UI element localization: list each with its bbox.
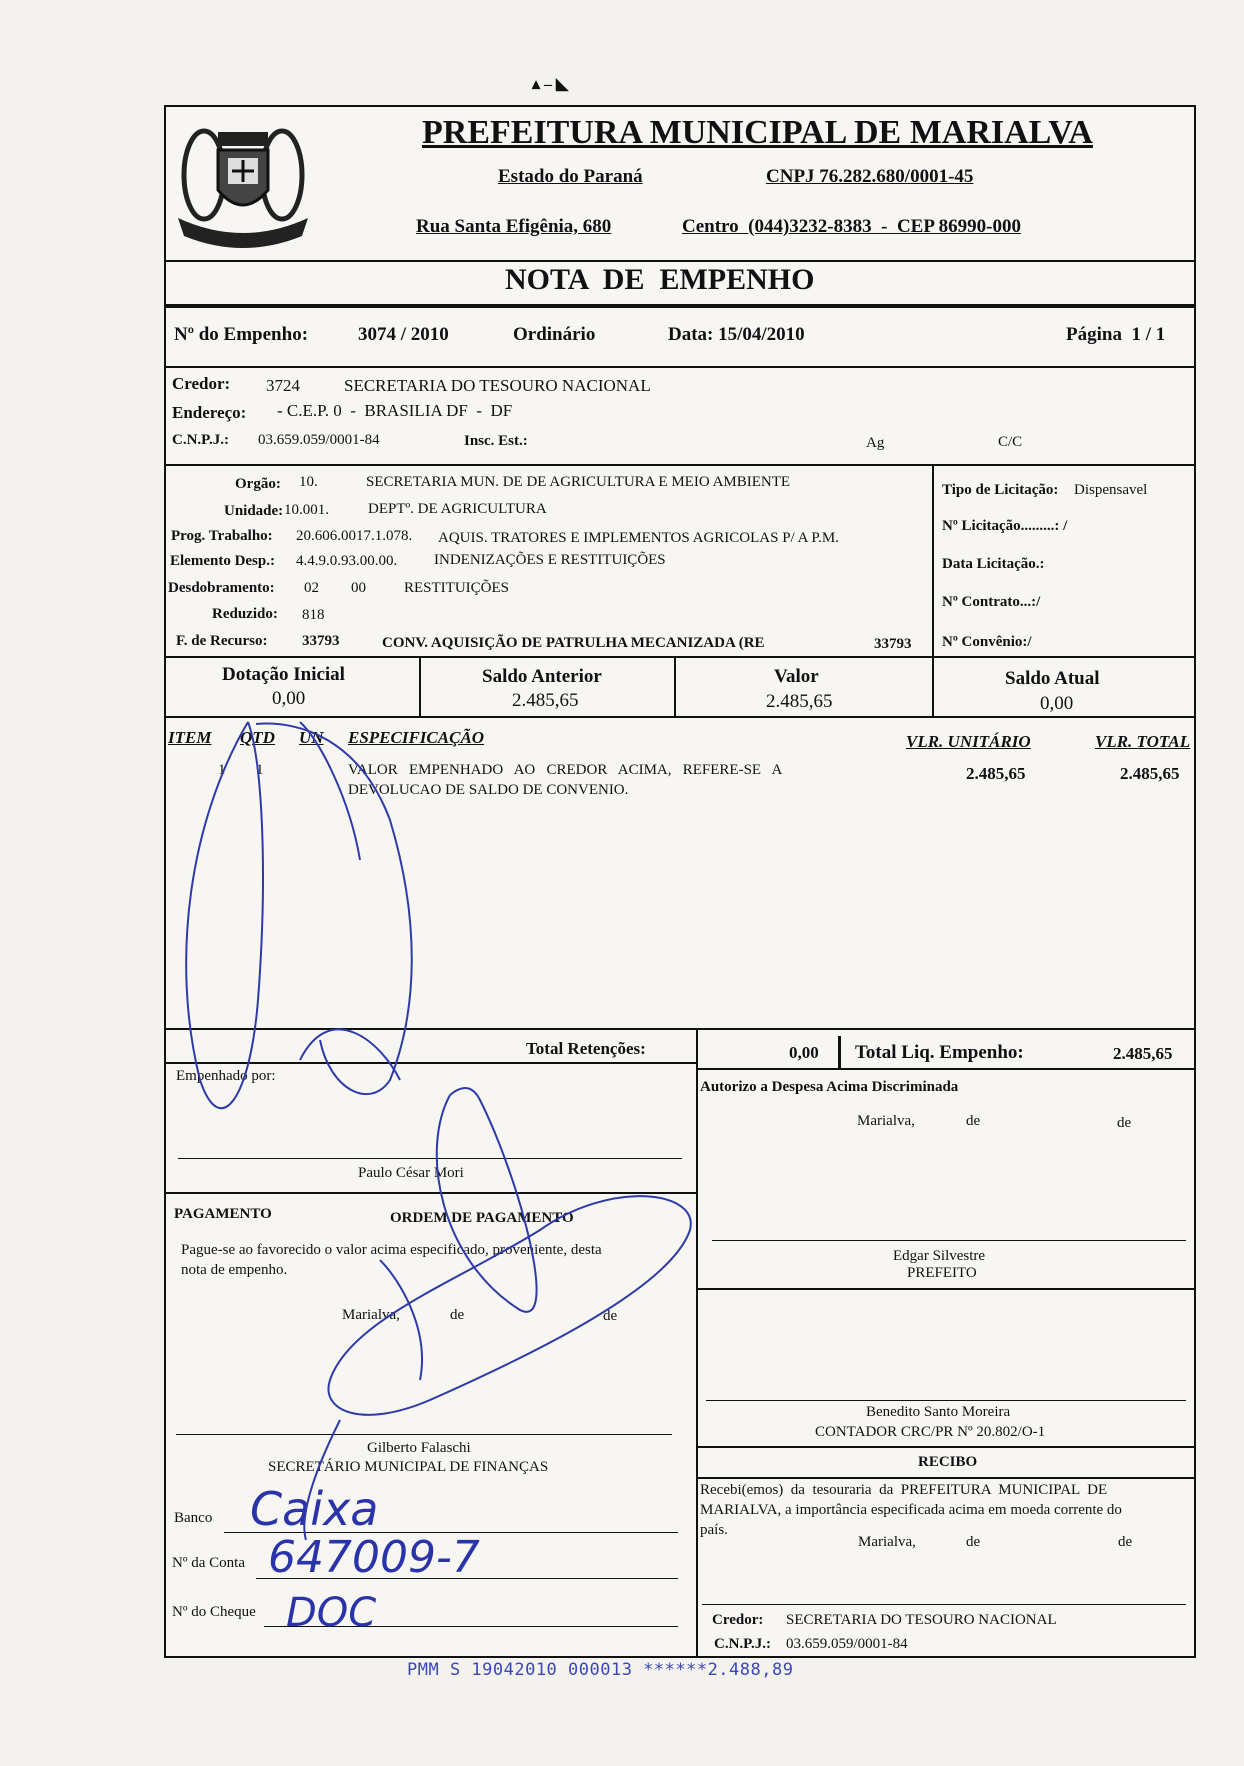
col-total-value: VLR. TOTAL bbox=[1095, 732, 1191, 751]
crest-mark: ▴ ‒ ◣ bbox=[532, 76, 569, 93]
item-unit-value: 2.485,65 bbox=[966, 764, 1026, 783]
recibo-credor: SECRETARIA DO TESOURO NACIONAL bbox=[786, 1612, 1057, 1628]
col-unit-value: VLR. UNITÁRIO bbox=[906, 732, 1031, 751]
signature-line bbox=[702, 1604, 1186, 1605]
retencoes-label: Total Retenções: bbox=[526, 1039, 646, 1058]
divider bbox=[419, 656, 421, 718]
state-label: Estado do Paraná bbox=[498, 166, 643, 187]
divider bbox=[164, 464, 1196, 466]
payment-stamp: PMM S 19042010 000013 ******2.488,89 bbox=[407, 1660, 794, 1680]
desdobramento-name: RESTITUIÇÕES bbox=[404, 580, 509, 596]
secretario-role: SECRETÁRIO MUNICIPAL DE FINANÇAS bbox=[268, 1459, 549, 1475]
address-label: Endereço: bbox=[172, 403, 247, 422]
empenho-type: Ordinário bbox=[513, 324, 596, 345]
divider bbox=[164, 1062, 696, 1064]
licitacao-type-label: Tipo de Licitação: bbox=[942, 482, 1059, 498]
pagamento-de-1: de bbox=[450, 1307, 465, 1323]
saldo-anterior-label: Saldo Anterior bbox=[482, 666, 602, 687]
saldo-atual-value: 0,00 bbox=[1040, 693, 1074, 714]
recibo-de-2: de bbox=[1118, 1534, 1133, 1550]
divider bbox=[932, 656, 934, 718]
coat-of-arms-icon bbox=[168, 110, 318, 260]
dotacao-label: Dotação Inicial bbox=[222, 664, 345, 685]
recibo-city: Marialva, bbox=[858, 1534, 916, 1550]
recurso-code: 33793 bbox=[302, 633, 340, 649]
prefeito-role: PREFEITO bbox=[907, 1265, 977, 1281]
dotacao-value: 0,00 bbox=[272, 688, 306, 709]
divider bbox=[674, 656, 676, 718]
item-spec-line-1: VALOR EMPENHADO AO CREDOR ACIMA, REFERE-SE A bbox=[348, 762, 783, 778]
credor-code: 3724 bbox=[266, 376, 300, 395]
divider bbox=[164, 260, 1196, 262]
unidade-code: 10.001. bbox=[284, 502, 329, 518]
divider bbox=[164, 1192, 696, 1194]
secretario-name: Gilberto Falaschi bbox=[367, 1440, 471, 1456]
empenho-date: Data: 15/04/2010 bbox=[668, 324, 805, 345]
banco-label: Banco bbox=[174, 1510, 213, 1526]
licitacao-date: Data Licitação.: bbox=[942, 556, 1045, 572]
org-title: PREFEITURA MUNICIPAL DE MARIALVA bbox=[422, 114, 1093, 151]
licitacao-type: Dispensavel bbox=[1074, 482, 1148, 498]
signature-line bbox=[176, 1434, 672, 1435]
recibo-cnpj: 03.659.059/0001-84 bbox=[786, 1636, 908, 1652]
org-contact: Centro (044)3232-8383 - CEP 86990-000 bbox=[682, 216, 1021, 237]
doc-title: NOTA DE EMPENHO bbox=[505, 263, 815, 296]
signature-line bbox=[178, 1158, 682, 1159]
autorizo-label: Autorizo a Despesa Acima Discriminada bbox=[700, 1079, 959, 1095]
recurso-name: CONV. AQUISIÇÃO DE PATRULHA MECANIZADA (RE bbox=[382, 635, 765, 651]
conta-label: Nº da Conta bbox=[172, 1555, 245, 1571]
divider bbox=[164, 716, 1196, 718]
org-cnpj: CNPJ 76.282.680/0001-45 bbox=[766, 166, 974, 187]
autorizo-de-2: de bbox=[1117, 1115, 1132, 1131]
reduzido-label: Reduzido: bbox=[212, 606, 278, 622]
divider bbox=[164, 366, 1196, 368]
credor-cnpj: 03.659.059/0001-84 bbox=[258, 432, 380, 448]
divider bbox=[696, 1288, 1196, 1290]
autorizo-city: Marialva, bbox=[857, 1113, 915, 1129]
desdobramento-a: 02 bbox=[304, 580, 319, 596]
cnpj-label: C.N.P.J.: bbox=[172, 432, 229, 448]
conta-handwritten: 647009-7 bbox=[268, 1532, 480, 1583]
divider bbox=[164, 1028, 1196, 1030]
unidade-label: Unidade: bbox=[224, 503, 284, 519]
cheque-label: Nº do Cheque bbox=[172, 1604, 256, 1620]
retencoes-value: 0,00 bbox=[789, 1043, 819, 1062]
divider bbox=[838, 1036, 841, 1068]
divider bbox=[696, 1446, 1196, 1448]
item-qtd: 1 bbox=[256, 762, 264, 778]
credor-label: Credor: bbox=[172, 374, 231, 393]
divider bbox=[696, 1477, 1196, 1479]
col-un: UN bbox=[299, 728, 324, 747]
prog-code: 20.606.0017.1.078. bbox=[296, 528, 413, 544]
pagamento-text-1: Pague-se ao favorecido o valor acima especificado, proveniente, desta bbox=[181, 1242, 602, 1258]
divider bbox=[696, 1028, 698, 1658]
orgao-label: Orgão: bbox=[235, 476, 281, 492]
recurso-code-2: 33793 bbox=[874, 636, 912, 652]
reduzido-value: 818 bbox=[302, 607, 325, 623]
orgao-name: SECRETARIA MUN. DE DE AGRICULTURA E MEIO AMBIENTE bbox=[366, 474, 791, 490]
recibo-text-2: MARIALVA, a importância especificada acima em moeda corrente do bbox=[700, 1502, 1122, 1518]
credor-name: SECRETARIA DO TESOURO NACIONAL bbox=[344, 376, 651, 395]
item-number: 1 bbox=[218, 762, 226, 778]
item-total-value: 2.485,65 bbox=[1120, 764, 1180, 783]
col-item: ITEM bbox=[168, 728, 212, 747]
recibo-text-3: país. bbox=[700, 1522, 728, 1538]
pagamento-de-2: de bbox=[603, 1308, 618, 1324]
contador-name: Benedito Santo Moreira bbox=[866, 1404, 1011, 1420]
recibo-text-1: Recebi(emos) da tesouraria da PREFEITURA MUNICIPAL DE bbox=[700, 1482, 1108, 1498]
recibo-cnpj-label: C.N.P.J.: bbox=[714, 1636, 771, 1652]
contrato-number: Nº Contrato...:/ bbox=[942, 594, 1041, 610]
recibo-credor-label: Credor: bbox=[712, 1612, 764, 1628]
ag-label: Ag bbox=[866, 435, 885, 451]
cheque-handwritten: DOC bbox=[286, 1590, 377, 1636]
signature-line bbox=[712, 1240, 1186, 1241]
licitacao-number: Nº Licitação.........: / bbox=[942, 518, 1068, 534]
divider bbox=[164, 304, 1196, 308]
convenio-number: Nº Convênio:/ bbox=[942, 634, 1032, 650]
autorizo-de-1: de bbox=[966, 1113, 981, 1129]
contador-role: CONTADOR CRC/PR Nº 20.802/O-1 bbox=[815, 1424, 1046, 1440]
insc-label: Insc. Est.: bbox=[464, 433, 528, 449]
signature-line bbox=[706, 1400, 1186, 1401]
saldo-atual-label: Saldo Atual bbox=[1005, 668, 1100, 689]
col-qtd: QTD bbox=[240, 728, 275, 747]
recibo-de-1: de bbox=[966, 1534, 981, 1550]
empenho-number-label: Nº do Empenho: bbox=[174, 324, 309, 345]
cc-label: C/C bbox=[998, 434, 1023, 450]
elemento-code: 4.4.9.0.93.00.00. bbox=[296, 553, 398, 569]
elemento-name: INDENIZAÇÕES E RESTITUIÇÕES bbox=[434, 552, 666, 568]
recibo-title: RECIBO bbox=[918, 1454, 978, 1470]
banco-handwritten: Caixa bbox=[250, 1482, 379, 1536]
item-spec-line-2: DEVOLUCAO DE SALDO DE CONVENIO. bbox=[348, 782, 629, 798]
valor-label: Valor bbox=[774, 666, 819, 687]
saldo-anterior-value: 2.485,65 bbox=[512, 690, 579, 711]
desdobramento-b: 00 bbox=[351, 580, 366, 596]
divider bbox=[164, 656, 1196, 658]
total-liq-label: Total Liq. Empenho: bbox=[855, 1042, 1024, 1063]
credor-address: - C.E.P. 0 - BRASILIA DF - DF bbox=[277, 401, 513, 420]
ordem-pagamento-label: ORDEM DE PAGAMENTO bbox=[390, 1210, 574, 1226]
pagamento-city: Marialva, bbox=[342, 1307, 400, 1323]
empenhado-name: Paulo César Mori bbox=[358, 1165, 464, 1181]
desdobramento-label: Desdobramento: bbox=[168, 580, 275, 596]
col-spec: ESPECIFICAÇÃO bbox=[348, 728, 485, 747]
valor-value: 2.485,65 bbox=[766, 691, 833, 712]
pagamento-label: PAGAMENTO bbox=[174, 1206, 272, 1222]
prog-name: AQUIS. TRATORES E IMPLEMENTOS AGRICOLAS P/ A P.M. bbox=[438, 530, 839, 546]
prefeito-name: Edgar Silvestre bbox=[893, 1248, 986, 1264]
total-liq-value: 2.485,65 bbox=[1113, 1044, 1173, 1063]
page-number: Página 1 / 1 bbox=[1066, 324, 1166, 345]
org-address: Rua Santa Efigênia, 680 bbox=[416, 216, 612, 237]
elemento-label: Elemento Desp.: bbox=[170, 553, 275, 569]
prog-label: Prog. Trabalho: bbox=[171, 528, 273, 544]
recurso-label: F. de Recurso: bbox=[176, 633, 268, 649]
unidade-name: DEPTº. DE AGRICULTURA bbox=[368, 501, 547, 517]
orgao-code: 10. bbox=[299, 474, 318, 490]
empenhado-label: Empenhado por: bbox=[176, 1068, 276, 1084]
pagamento-text-2: nota de empenho. bbox=[181, 1262, 288, 1278]
empenho-number: 3074 / 2010 bbox=[358, 324, 449, 345]
divider bbox=[696, 1068, 1196, 1070]
divider bbox=[932, 464, 934, 658]
